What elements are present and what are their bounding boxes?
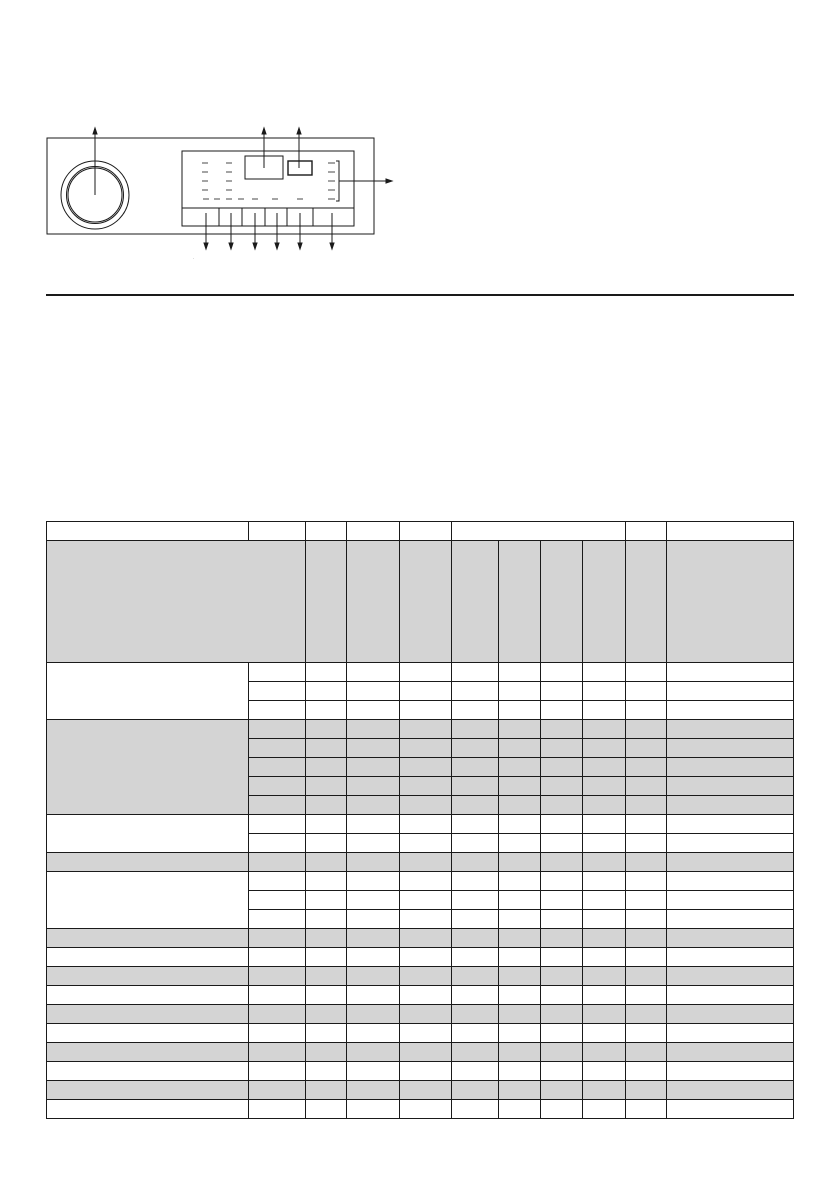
control-area bbox=[182, 151, 354, 226]
small-mark: . bbox=[193, 255, 195, 260]
table-row bbox=[47, 967, 794, 986]
indicator-bracket bbox=[336, 161, 339, 201]
callout-arrows-bottom bbox=[204, 213, 334, 249]
program-table bbox=[46, 521, 794, 1119]
panel-frame bbox=[47, 138, 374, 234]
table-row bbox=[47, 815, 794, 834]
table-row bbox=[47, 663, 794, 682]
section-divider bbox=[46, 294, 794, 296]
callout-arrow-right bbox=[339, 179, 392, 183]
table-row bbox=[47, 872, 794, 891]
table-row bbox=[47, 720, 794, 739]
button-row bbox=[219, 208, 313, 226]
table-row bbox=[47, 1043, 794, 1062]
indicator-window bbox=[288, 161, 312, 175]
table-row bbox=[47, 929, 794, 948]
table-row bbox=[47, 986, 794, 1005]
option-indicators-right bbox=[328, 163, 335, 199]
table-subheader-row bbox=[47, 541, 794, 663]
control-panel-diagram bbox=[0, 0, 840, 290]
table-row bbox=[47, 948, 794, 967]
table-header-row bbox=[47, 522, 794, 541]
table-row bbox=[47, 853, 794, 872]
table-row bbox=[47, 1100, 794, 1119]
table-row bbox=[47, 1062, 794, 1081]
table-row bbox=[47, 1081, 794, 1100]
table-row bbox=[47, 1005, 794, 1024]
table-row bbox=[47, 1024, 794, 1043]
